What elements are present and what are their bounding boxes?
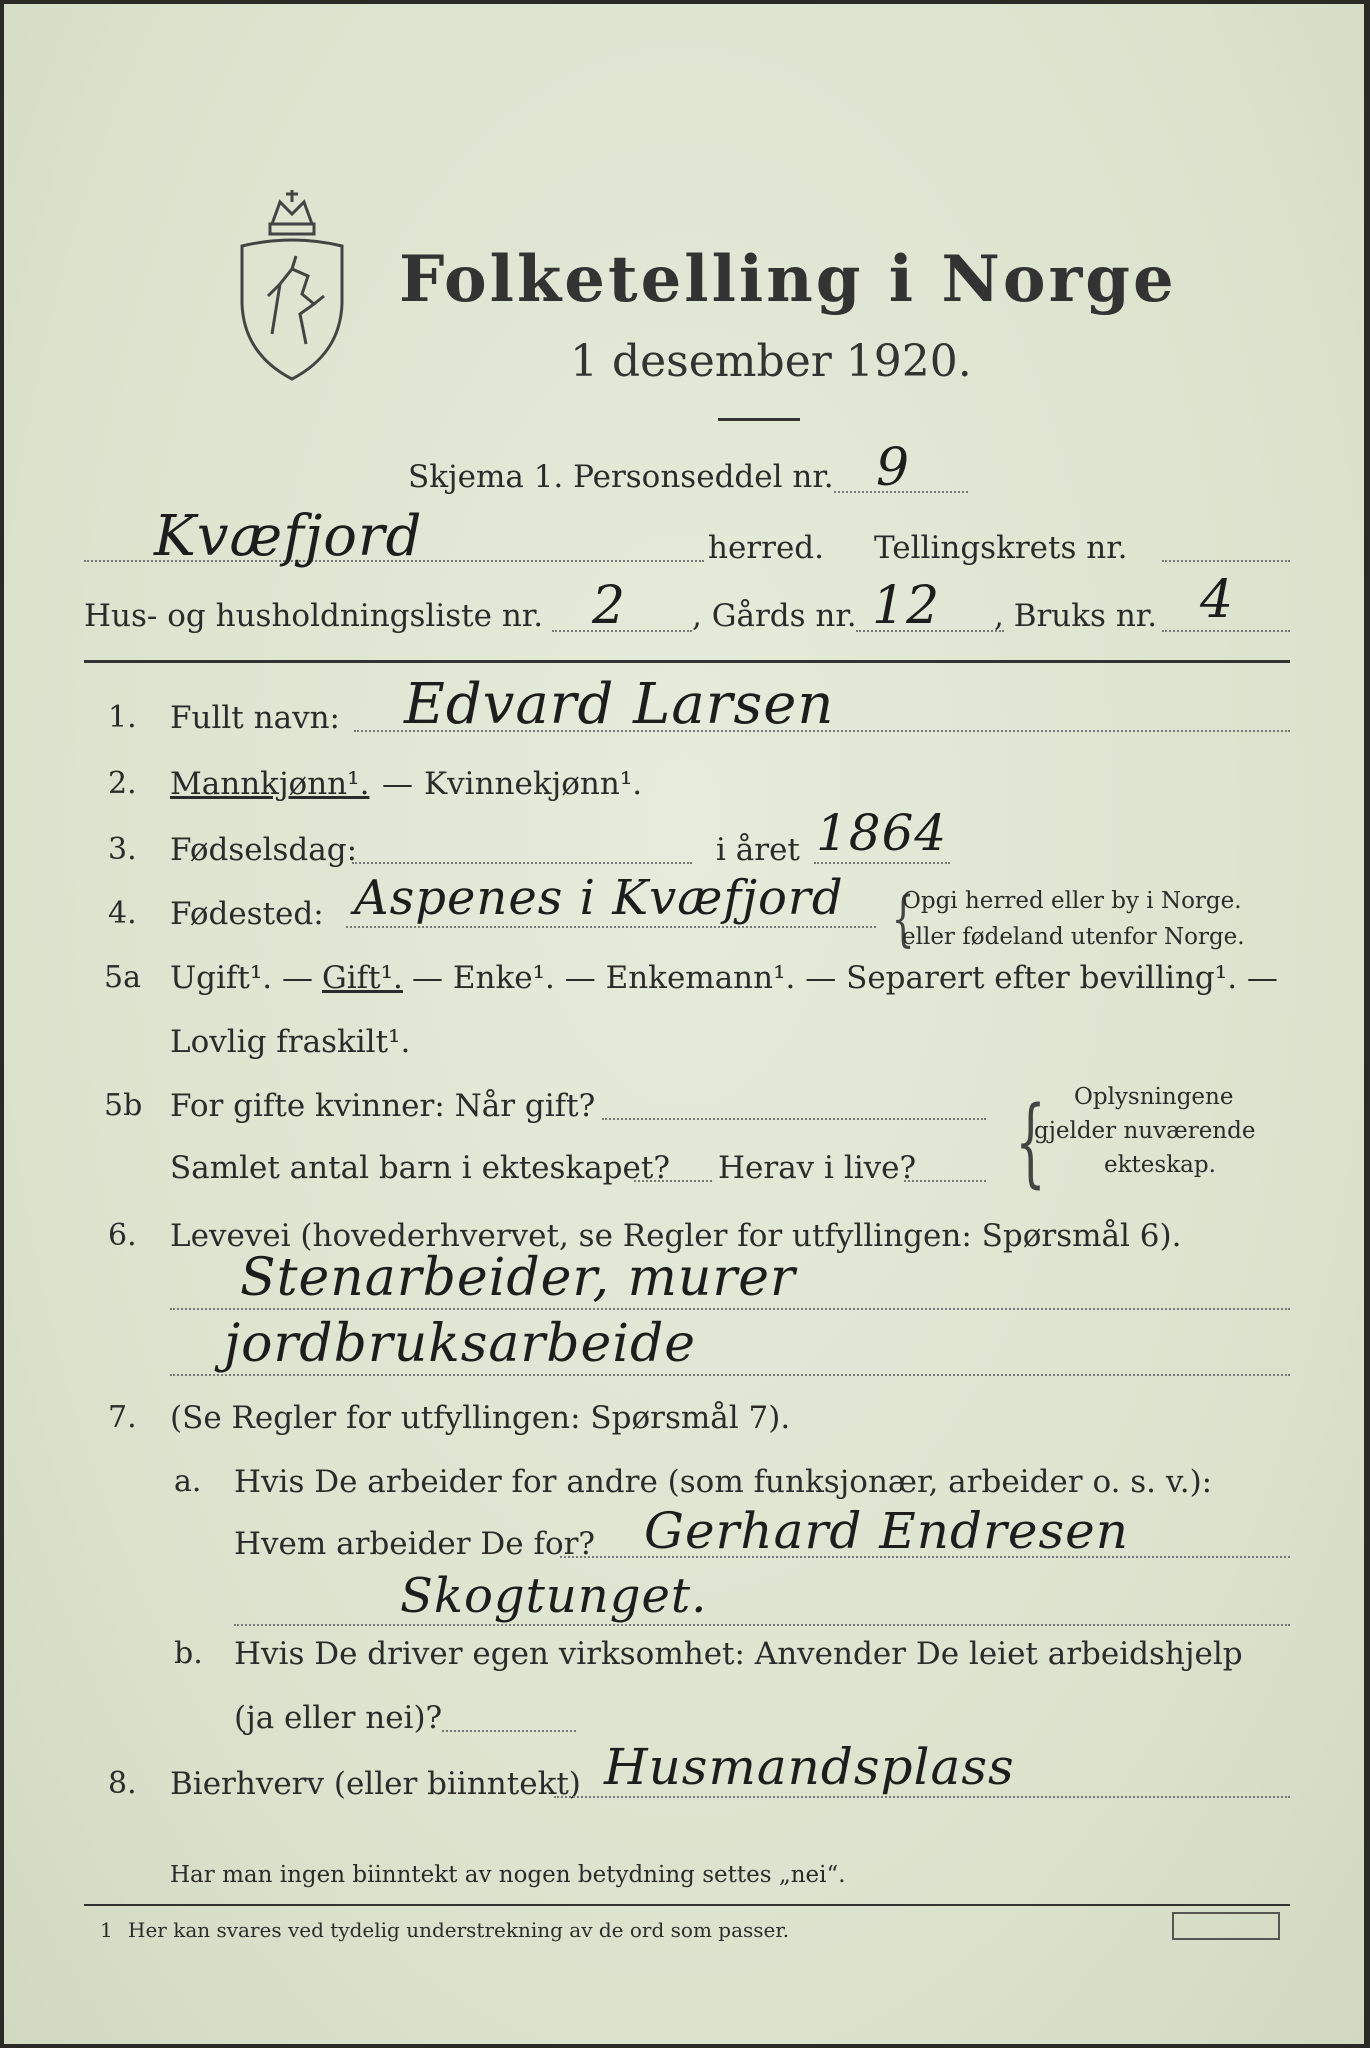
tellingskrets-label: Tellingskrets nr. xyxy=(874,530,1128,566)
q7a-number: a. xyxy=(174,1464,202,1499)
q4-number: 4. xyxy=(108,896,137,931)
q8-label: Bierhverv (eller biinntekt) xyxy=(170,1766,581,1802)
q7a-field-2[interactable] xyxy=(234,1624,1290,1626)
q4-label: Fødested: xyxy=(170,896,324,932)
q2-separator: — xyxy=(382,766,413,802)
q5b-label-2: Samlet antal barn i ekteskapet? xyxy=(170,1150,670,1186)
bruks-field[interactable] xyxy=(1162,630,1290,632)
form-title: Folketelling i Norge xyxy=(399,242,1177,317)
footer-note: Har man ingen biinntekt av nogen betydning settes „nei“. xyxy=(170,1862,846,1888)
q3-number: 3. xyxy=(108,832,137,867)
q4-note-2: eller fødeland utenfor Norge. xyxy=(902,924,1245,950)
q5b-note-3: ekteskap. xyxy=(1104,1152,1216,1178)
form-date: 1 desember 1920. xyxy=(570,336,972,387)
schema-value: 9 xyxy=(876,438,911,498)
q1-label: Fullt navn: xyxy=(170,700,340,736)
q8-field[interactable] xyxy=(554,1796,1290,1798)
q7b-number: b. xyxy=(174,1636,203,1671)
q1-value: Edvard Larsen xyxy=(404,672,835,737)
q7b-field[interactable] xyxy=(442,1730,576,1732)
bruks-label: , Bruks nr. xyxy=(994,598,1158,634)
q3-label: Fødselsdag: xyxy=(170,832,358,868)
herred-value: Kvæfjord xyxy=(154,504,423,569)
q5b-note-1: Oplysningene xyxy=(1074,1084,1234,1110)
q6-field-1[interactable] xyxy=(170,1308,1290,1310)
coat-of-arms-icon xyxy=(232,184,352,384)
q7a-label-1: Hvis De arbeider for andre (som funksjonær, arbeider o. s. v.): xyxy=(234,1464,1213,1500)
q5b-field-1[interactable] xyxy=(602,1118,986,1120)
footnote-mark: 1 xyxy=(100,1918,113,1942)
q3-year-value: 1864 xyxy=(816,804,948,862)
bruks-value: 4 xyxy=(1200,570,1235,630)
q6-value-2: jordbruksarbeide xyxy=(224,1314,697,1374)
q5a-number: 5a xyxy=(104,960,141,995)
q4-brace: { xyxy=(891,884,915,954)
q5b-label-1: For gifte kvinner: Når gift? xyxy=(170,1088,596,1124)
q7-number: 7. xyxy=(108,1400,137,1435)
q5b-label-3: Herav i live? xyxy=(718,1150,917,1186)
q6-field-2[interactable] xyxy=(170,1374,1290,1376)
footer-divider xyxy=(84,1904,1290,1906)
q7a-value-2: Skogtunget. xyxy=(400,1568,708,1624)
q2-female: Kvinnekjønn¹. xyxy=(424,766,643,802)
q2-male: Mannkjønn¹. xyxy=(170,766,370,802)
q6-label: Levevei (hovederhvervet, se Regler for utfyllingen: Spørsmål 6). xyxy=(170,1218,1182,1254)
q4-field[interactable] xyxy=(346,926,876,928)
q5b-note-2: gjelder nuværende xyxy=(1034,1118,1256,1144)
herred-label: herred. xyxy=(708,530,824,566)
hus-value: 2 xyxy=(592,576,627,636)
q4-value: Aspenes i Kvæfjord xyxy=(354,870,844,926)
q5b-field-2[interactable] xyxy=(634,1180,712,1182)
q5b-brace: { xyxy=(1015,1086,1046,1198)
q7a-value-1: Gerhard Endresen xyxy=(644,1502,1129,1560)
schema-label: Skjema 1. Personseddel nr. xyxy=(408,459,834,495)
q6-number: 6. xyxy=(108,1218,137,1253)
q5a-rest: — Enke¹. — Enkemann¹. — Separert efter bevilling¹. — xyxy=(412,960,1278,996)
title-divider xyxy=(718,418,800,421)
header-divider xyxy=(84,660,1290,663)
q5a-gift: Gift¹. xyxy=(322,960,403,996)
q5b-number: 5b xyxy=(104,1088,143,1123)
q5a-ugift: Ugift¹. — xyxy=(170,960,313,996)
printer-stamp xyxy=(1172,1912,1280,1940)
tellingskrets-field[interactable] xyxy=(1162,560,1290,562)
q3-year-field[interactable] xyxy=(814,862,950,864)
gards-value: 12 xyxy=(872,576,941,636)
q8-number: 8. xyxy=(108,1766,137,1801)
footnote-text: Her kan svares ved tydelig understrekning av de ord som passer. xyxy=(128,1918,790,1942)
q4-note-1: Opgi herred eller by i Norge. xyxy=(902,888,1242,914)
q5b-field-3[interactable] xyxy=(904,1180,986,1182)
hus-label: Hus- og husholdningsliste nr. xyxy=(84,598,544,634)
gards-label: , Gårds nr. xyxy=(692,598,857,634)
q5a-fraskilt: Lovlig fraskilt¹. xyxy=(170,1024,411,1060)
q3-year-label: i året xyxy=(716,832,800,868)
q1-number: 1. xyxy=(108,700,137,735)
q7b-label-1: Hvis De driver egen virksomhet: Anvender De leiet arbeidshjelp xyxy=(234,1636,1243,1672)
q3-field[interactable] xyxy=(352,862,692,864)
q7-label: (Se Regler for utfyllingen: Spørsmål 7). xyxy=(170,1400,791,1436)
q8-value: Husmandsplass xyxy=(604,1738,1015,1796)
q7a-label-2: Hvem arbeider De for? xyxy=(234,1526,596,1562)
q2-number: 2. xyxy=(108,766,137,801)
q6-value-1: Stenarbeider, murer xyxy=(240,1248,796,1308)
census-form xyxy=(4,4,1364,2044)
q7b-label-2: (ja eller nei)? xyxy=(234,1700,443,1736)
